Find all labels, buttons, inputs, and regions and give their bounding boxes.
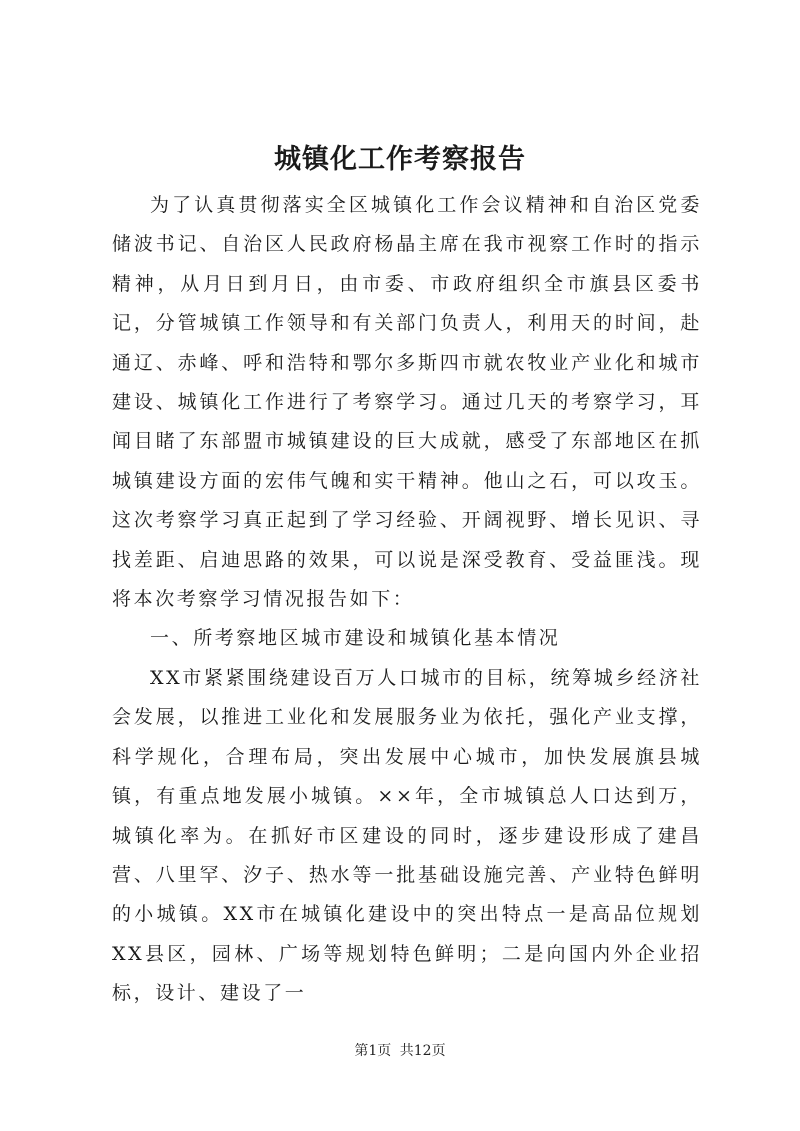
intro-paragraph: 为了认真贯彻落实全区城镇化工作会议精神和自治区党委储波书记、自治区人民政府杨晶主席在我市视察工作时的指示精神，从月日到月日，由市委、市政府组织全市旗县区委书记，分管城镇工作领导和有关部门负责人，利用天的时间，赴通辽、赤峰、呼和浩特和鄂尔多斯四市就农牧业产业化和城市建设、城镇化工作进行了考察学习。通过几天的考察学习，耳闻目睹了东部盟市城镇建设的巨大成就，感受了东部地区在抓城镇建设方面的宏伟气魄和实干精神。他山之石，可以攻玉。这次考察学习真正起到了学习经验、开阔视野、增长见识、寻找差距、启迪思路的效果，可以说是深受教育、受益匪浅。现将本次考察学习情况报告如下：	[112, 194, 702, 611]
section-heading: 一、所考察地区城市建设和城镇化基本情况	[150, 627, 561, 650]
document-body	[112, 186, 702, 1014]
page-number: 第1页	[354, 1043, 392, 1059]
page-footer	[0, 1041, 800, 1061]
document-title: 城镇化工作考察报告	[274, 144, 526, 175]
section-paragraph: XX市紧紧围绕建设百万人口城市的目标，统筹城乡经济社会发展，以推进工业化和发展服务业为依托，强化产业支撑，科学规化，合理布局，突出发展中心城市，加快发展旗县城镇，有重点地发展小城镇。××年，全市城镇总人口达到万，城镇化率为。在抓好市区建设的同时，逐步建设形成了建昌营、八里罕、汐子、热水等一批基础设施完善、产业特色鲜明的小城镇。XX市在城镇化建设中的突出特点一是高品位规划XX县区，园林、广场等规划特色鲜明；二是向国内外企业招标，设计、建设了一	[112, 666, 702, 1005]
page-total: 共12页	[399, 1043, 446, 1059]
